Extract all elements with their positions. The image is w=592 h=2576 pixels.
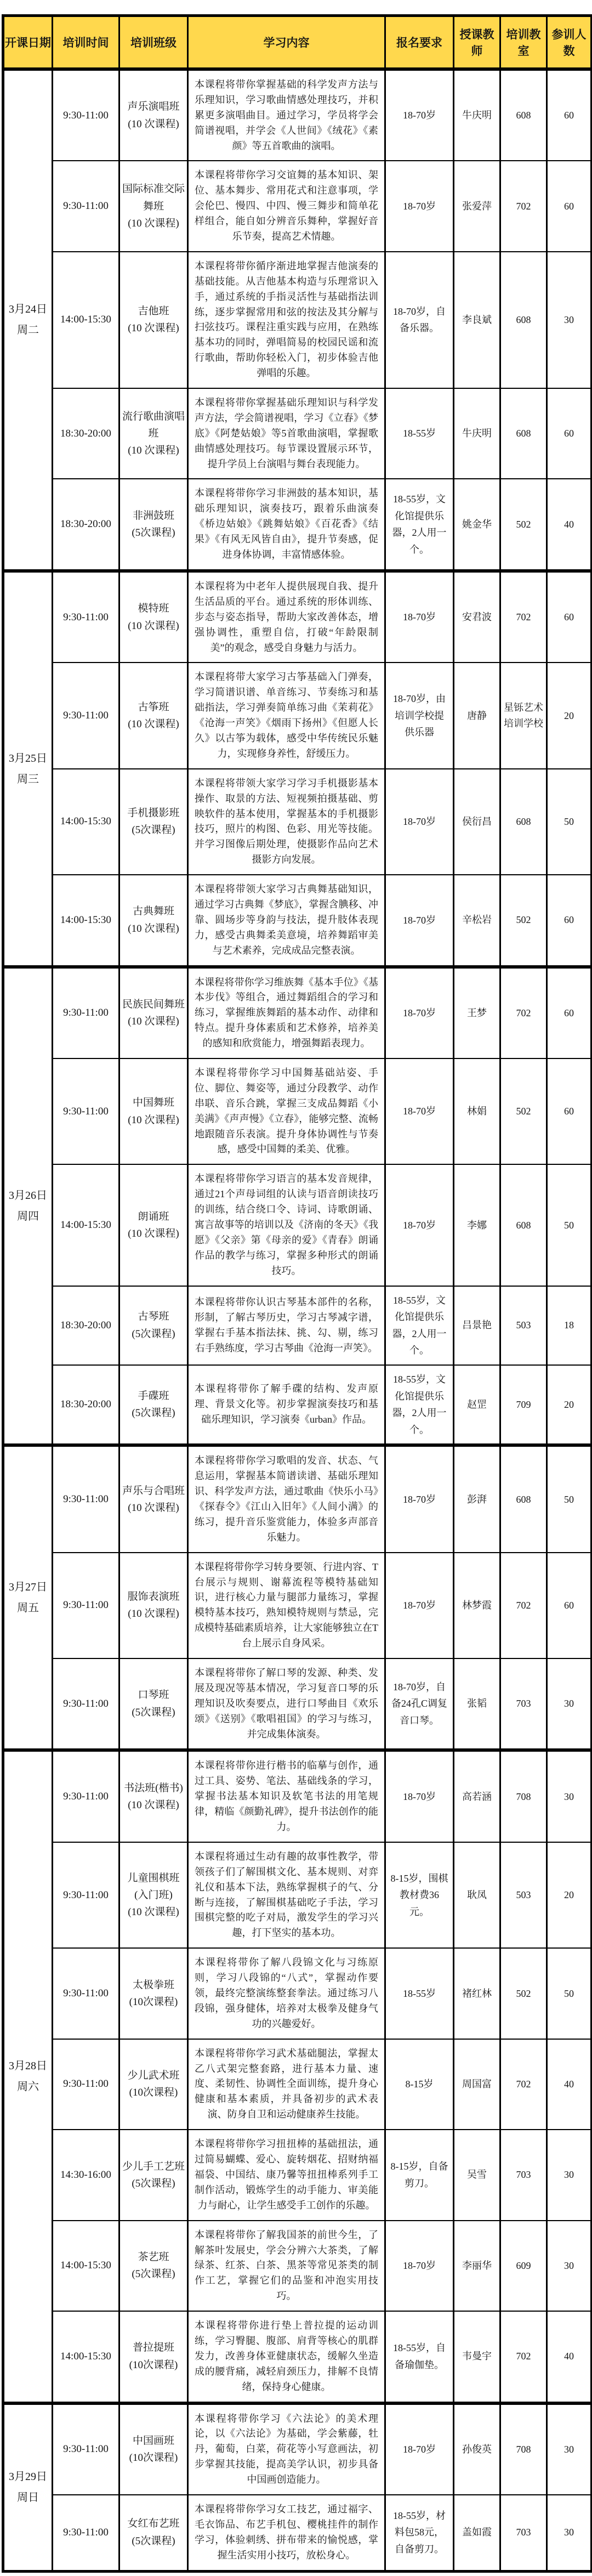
- classroom-cell: 708: [500, 1750, 547, 1842]
- content-cell: 本课程将带你学习语言的基本发音规律，通过21个声母词组的认读与语音朗读技巧的训练，结合绕口令、诗词、诗歌朗诵、寓言故事等的培训以及《济南的冬天》《我愿》《父亲》第《母亲的爱》《青春》朗诵作品的教学与练习，掌握多种形式的朗诵技巧。: [188, 1164, 385, 1286]
- classroom-cell: 609: [500, 2221, 547, 2311]
- requirement-cell: 18-55岁，文化馆提供乐器，2人用一个。: [385, 479, 454, 570]
- table-row: [3, 2403, 592, 2495]
- classroom-cell: 702: [500, 2311, 547, 2403]
- class-name-cell: [119, 875, 188, 966]
- time-cell: 9:30-11:00: [53, 2403, 119, 2495]
- time-cell: 14:00-15:30: [53, 2221, 119, 2311]
- table-row: [3, 1365, 592, 1445]
- date-label: 3月24日: [9, 303, 47, 316]
- class-name-cell: [119, 69, 188, 161]
- table-row: [3, 252, 592, 388]
- table-row: [3, 161, 592, 251]
- table-body: [3, 69, 592, 2571]
- participants-cell: 30: [547, 2495, 592, 2571]
- content-cell: 本课程将带大家学习古筝基础入门弹奏，学习简谱识谱、单音练习、节奏练习和基础指法，学习弹奏简单练习曲《茉莉花》《沧海一声笑》《烟雨下扬州》《但愿人长久》以古筝为载体，感受中华传统民乐魅力，实现修身养性，舒缓压力。: [188, 663, 385, 768]
- class-name: 非洲鼓班: [132, 509, 174, 522]
- teacher-cell: 唐静: [454, 663, 500, 768]
- participants-cell: 50: [547, 1445, 592, 1552]
- class-name: 声乐演唱班: [127, 101, 180, 113]
- requirement-cell: 18-70岁，由培训学校提供乐器: [385, 663, 454, 768]
- time-cell: 9:30-11:00: [53, 1948, 119, 2039]
- class-sessions: (10 次课程): [128, 1608, 179, 1620]
- content-cell: 本课程将带你循序渐进地掌握吉他演奏的基础技能。从吉他基本构造与乐理常识入手，通过系统的手指灵活性与基础指法训练，逐步掌握常用和弦的按法及其分解与扫弦技巧。课程注重实践与应用，在熟练基本功的同时，弹唱简易的校园民谣和流行歌曲，帮助你轻松入门，初步体验吉他弹唱的乐趣。: [188, 252, 385, 388]
- table-row: [3, 2130, 592, 2220]
- class-name-cell: [119, 1658, 188, 1750]
- time-cell: 9:30-11:00: [53, 1553, 119, 1658]
- classroom-cell: 星铄艺术培训学校: [500, 663, 547, 768]
- classroom-cell: 702: [500, 1553, 547, 1658]
- table-row: [3, 2221, 592, 2311]
- classroom-cell: 703: [500, 2130, 547, 2220]
- class-name-cell: [119, 663, 188, 768]
- classroom-cell: 703: [500, 1658, 547, 1750]
- participants-cell: 20: [547, 1365, 592, 1445]
- column-header-room: 培训教室: [500, 16, 547, 70]
- participants-cell: 60: [547, 875, 592, 966]
- teacher-cell: 彭湃: [454, 1445, 500, 1552]
- content-cell: 本课程将带你了解我国茶的前世今生，了解茶叶发展史，学会分辨六大茶类，了解绿茶、红茶、白茶、黑茶等常见茶类的制作工艺，掌握它们的品鉴和冲泡实用技巧。: [188, 2221, 385, 2311]
- time-cell: 14:00-15:30: [53, 2311, 119, 2403]
- table-row: [3, 1164, 592, 1286]
- class-name-cell: [119, 2495, 188, 2571]
- requirement-cell: 18-70岁，自备乐器。: [385, 252, 454, 388]
- time-cell: 9:30-11:00: [53, 1842, 119, 1948]
- participants-cell: 30: [547, 1750, 592, 1842]
- column-header-content: 学习内容: [188, 16, 385, 70]
- classroom-cell: 708: [500, 2403, 547, 2495]
- class-name: 朗诵班: [138, 1210, 169, 1222]
- table-row: [3, 1553, 592, 1658]
- classroom-cell: 608: [500, 252, 547, 388]
- date-cell: [3, 1445, 53, 1750]
- time-cell: 9:30-11:00: [53, 571, 119, 663]
- content-cell: 本课程将带你学习女工技艺，通过福字、毛衣饰品、布艺手机包、樱桃挂件的制作学习，体验刺绣、拼布带来的愉悦感，掌握生活实用小技巧，放松身心。: [188, 2495, 385, 2571]
- teacher-cell: 吕景艳: [454, 1286, 500, 1365]
- table-row: [3, 875, 592, 966]
- time-cell: 9:30-11:00: [53, 161, 119, 251]
- class-name: 太极拳班: [132, 1979, 174, 1991]
- date-cell: [3, 1750, 53, 2403]
- requirement-cell: 18-70岁: [385, 69, 454, 161]
- classroom-cell: 502: [500, 1948, 547, 2039]
- teacher-cell: 吴雪: [454, 2130, 500, 2220]
- class-sessions: (10 次课程): [128, 445, 179, 457]
- time-cell: 9:30-11:00: [53, 663, 119, 768]
- class-name: 古筝班: [138, 701, 169, 713]
- column-header-date: 开课日期: [3, 16, 53, 70]
- class-name-cell: [119, 1286, 188, 1365]
- content-cell: 本课程将带你掌握基础的科学发声方法与乐理知识，学习歌曲情感处理技巧，并积累更多演唱曲目。通过学习，学员将学会简谱视唱，并学会《人世间》《绒花》《素颜》等五首歌曲的演唱。: [188, 69, 385, 161]
- class-name: 古琴班: [138, 1311, 169, 1323]
- weekday-label: 周六: [17, 2081, 39, 2093]
- time-cell: 14:00-15:30: [53, 252, 119, 388]
- class-name-cell: [119, 967, 188, 1058]
- requirement-cell: 18-70岁: [385, 161, 454, 251]
- class-name: 民族民间舞班: [122, 998, 185, 1010]
- class-name-cell: [119, 252, 188, 388]
- teacher-cell: 李良斌: [454, 252, 500, 388]
- time-cell: 18:30-20:00: [53, 479, 119, 570]
- class-sessions: (10次课程): [129, 2087, 178, 2099]
- participants-cell: 30: [547, 1658, 592, 1750]
- content-cell: 本课程将带你认识古琴基本部件的名称，形制，了解古琴历史，学习古琴减字谱，掌握右手基本指法抹、挑、勾、剔，练习右手熟练度，学习古琴曲《沧海一声笑》。: [188, 1286, 385, 1365]
- classroom-cell: 503: [500, 1842, 547, 1948]
- participants-cell: 60: [547, 1553, 592, 1658]
- table-row: [3, 69, 592, 161]
- time-cell: 14:00-15:30: [53, 1164, 119, 1286]
- content-cell: 本课程将带你学习《六法论》的美术理论，以《六法论》为基础，学会紫藤，牡丹，葡萄，白菜，荷花等小写意画法，初步掌握其技能，提高美学认识，初步具备中国画创造能力。: [188, 2403, 385, 2495]
- content-cell: 本课程将带领大家学习古典舞基础知识，通过学习古典舞《梦底》，掌握含腆移、冲靠、圆场步等身韵与技法，提升肢体表现力，感受古典舞柔美意境，培养舞蹈审美与艺术素养，完成成品完整表演。: [188, 875, 385, 966]
- time-cell: 18:30-20:00: [53, 1365, 119, 1445]
- content-cell: 本课程将带你了解手碟的结构、发声原理、背景文化等。初步掌握演奏技巧和基础乐理知识，学习演奏《urban》作品。: [188, 1365, 385, 1445]
- participants-cell: 30: [547, 252, 592, 388]
- class-sessions: (10 次课程): [128, 1799, 179, 1811]
- classroom-cell: 608: [500, 1445, 547, 1552]
- table-row: [3, 967, 592, 1058]
- content-cell: 本课程将通过生动有趣的故事性教学，带领孩子们了解围棋文化、基本规则、对弈礼仪和基本下法，熟练掌握棋子的气、分断与连接，了解围棋基础吃子手法，学习围棋完整的吃子对局，激发学生的学习兴趣，打下坚实的基本功。: [188, 1842, 385, 1948]
- date-cell: [3, 967, 53, 1446]
- teacher-cell: 褚红林: [454, 1948, 500, 2039]
- course-schedule-table: [2, 14, 592, 2573]
- time-cell: 9:30-11:00: [53, 1445, 119, 1552]
- requirement-cell: 18-55岁，文化馆提供乐器，2人用一个。: [385, 1286, 454, 1365]
- class-name: 中国舞班: [132, 1097, 174, 1109]
- class-sessions: (10 次课程): [128, 620, 179, 632]
- classroom-cell: 709: [500, 1365, 547, 1445]
- table-row: [3, 1445, 592, 1552]
- classroom-cell: 702: [500, 967, 547, 1058]
- table-row: [3, 1750, 592, 1842]
- table-row: [3, 2495, 592, 2571]
- class-sessions: (10 次课程): [128, 322, 179, 335]
- class-name: 少儿手工艺班: [122, 2160, 185, 2172]
- class-name: 手碟班: [138, 1390, 169, 1402]
- table-row: [3, 1948, 592, 2039]
- class-name: 手机摄影班: [127, 807, 180, 819]
- class-name: 茶艺班: [138, 2251, 169, 2263]
- class-sessions: (10 次课程): [128, 1114, 179, 1126]
- date-label: 3月27日: [9, 1581, 47, 1594]
- requirement-cell: 18-70岁: [385, 1058, 454, 1164]
- date-cell: [3, 571, 53, 967]
- class-name: 模特班: [138, 603, 169, 615]
- class-name-cell: [119, 1553, 188, 1658]
- requirement-cell: 18-55岁: [385, 1948, 454, 2039]
- teacher-cell: 周国富: [454, 2039, 500, 2130]
- time-cell: 18:30-20:00: [53, 1286, 119, 1365]
- requirement-cell: 18-70岁: [385, 1445, 454, 1552]
- class-name: 女红布艺班: [127, 2518, 180, 2530]
- weekday-label: 周五: [17, 1602, 39, 1615]
- content-cell: 本课程将带你了解口琴的发源、种类、发展及现况等基本情况，学习复音口琴的乐理知识及吹奏要点，进行口琴曲目《欢乐颂》《送别》《歌唱祖国》的学习与练习，并完成集体演奏。: [188, 1658, 385, 1750]
- class-sessions: (5次课程): [132, 2268, 175, 2280]
- participants-cell: 30: [547, 2130, 592, 2220]
- requirement-cell: 18-70岁: [385, 875, 454, 966]
- table-row: [3, 2311, 592, 2403]
- requirement-cell: 8-15岁: [385, 2039, 454, 2130]
- class-name: 吉他班: [138, 305, 169, 318]
- requirement-cell: 18-70岁: [385, 967, 454, 1058]
- participants-cell: 50: [547, 1164, 592, 1286]
- participants-cell: 30: [547, 2403, 592, 2495]
- content-cell: 本课程将带你掌握基础乐理知识与科学发声方法，学会简谱视唱，学习《立春》《梦底》《阿楚姑娘》等5首歌曲演唱，掌握歌曲情感处理技巧。每节课设置展示环节，提升学员上台演唱与舞台表现能力。: [188, 388, 385, 479]
- classroom-cell: 502: [500, 875, 547, 966]
- class-name-cell: [119, 1058, 188, 1164]
- date-label: 3月28日: [9, 2060, 47, 2073]
- table-row: [3, 1286, 592, 1365]
- teacher-cell: 孙俊英: [454, 2403, 500, 2495]
- requirement-cell: 8-15岁，围棋教材费36元。: [385, 1842, 454, 1948]
- teacher-cell: 高若涵: [454, 1750, 500, 1842]
- table-row: [3, 2039, 592, 2130]
- teacher-cell: 牛庆明: [454, 388, 500, 479]
- participants-cell: 20: [547, 663, 592, 768]
- class-name-cell: [119, 2403, 188, 2495]
- content-cell: 本课程将带你进行楷书的临摹与创作，通过工具、姿势、笔法、基础线条的学习，掌握书法基本知识及软笔书法的用笔规律，精临《颜勤礼碑》，提升书法创作的能力。: [188, 1750, 385, 1842]
- date-cell: [3, 2403, 53, 2572]
- classroom-cell: 608: [500, 69, 547, 161]
- table-row: [3, 571, 592, 663]
- requirement-cell: 18-55岁，自备瑜伽垫。: [385, 2311, 454, 2403]
- content-cell: 本课程将带你学习转身要领、行进内容、T台展示与规则、谢幕流程等模特基础知识，进行核心力量与腿部力量练习，掌握模特基本技巧，熟知模特规则与禁忌，完成模特基础素质培养，让大家能够独立在T台上展示自身风采。: [188, 1553, 385, 1658]
- class-subname: (入门班): [134, 1889, 173, 1901]
- class-sessions: (10 次课程): [128, 718, 179, 731]
- class-name-cell: [119, 2221, 188, 2311]
- class-name-cell: [119, 479, 188, 570]
- class-name-cell: [119, 571, 188, 663]
- time-cell: 14:00-15:30: [53, 875, 119, 966]
- class-sessions: (10次课程): [129, 2359, 178, 2371]
- class-sessions: (10次课程): [129, 2452, 178, 2464]
- content-cell: 本课程将带你学习扭扭棒的基础扭法，通过简易蝴蝶、爱心、旋转烟花、招财纳福福袋、中国结、康乃馨等扭扭棒系列手工制作活动，锻炼学生的动手能力、审美能力与耐心，让学生感受手工创作的乐趣。: [188, 2130, 385, 2220]
- content-cell: 本课程将带你进行垫上普拉提的运动训练，学习臀腿、腹部、肩背等核心的肌群发力，改善身体亚健康状态，缓解久坐造成的腰背痛，减轻肩颈压力，排解不良情绪，保持身心健康。: [188, 2311, 385, 2403]
- requirement-cell: 18-70岁: [385, 1750, 454, 1842]
- requirement-cell: 18-70岁: [385, 769, 454, 875]
- class-name: 儿童围棋班: [127, 1872, 180, 1884]
- class-name-cell: [119, 1948, 188, 2039]
- teacher-cell: 姚金华: [454, 479, 500, 570]
- teacher-cell: 耿凤: [454, 1842, 500, 1948]
- requirement-cell: 18-70岁: [385, 1553, 454, 1658]
- classroom-cell: 702: [500, 2039, 547, 2130]
- column-header-time: 培训时间: [53, 16, 119, 70]
- participants-cell: 60: [547, 161, 592, 251]
- class-sessions: (5次课程): [132, 824, 175, 836]
- teacher-cell: 侯衍昌: [454, 769, 500, 875]
- weekday-label: 周二: [17, 324, 39, 337]
- class-name-cell: [119, 1842, 188, 1948]
- time-cell: 9:30-11:00: [53, 2495, 119, 2571]
- class-sessions: (10 次课程): [128, 1502, 179, 1514]
- requirement-cell: 18-70岁，自备24孔C调复音口琴。: [385, 1658, 454, 1750]
- teacher-cell: 林梦霞: [454, 1553, 500, 1658]
- class-name-cell: [119, 1445, 188, 1552]
- table-row: [3, 663, 592, 768]
- column-header-class: 培训班级: [119, 16, 188, 70]
- participants-cell: 50: [547, 769, 592, 875]
- teacher-cell: 李丽华: [454, 2221, 500, 2311]
- class-sessions: (5次课程): [132, 1407, 175, 1419]
- class-sessions: (10 次课程): [128, 1906, 179, 1918]
- participants-cell: 60: [547, 69, 592, 161]
- participants-cell: 60: [547, 1058, 592, 1164]
- content-cell: 本课程将带你学习维族舞《基本手位》《基本步伐》等组合，通过舞蹈组合的学习和练习，掌握维族舞蹈的基本动作、动律和特点。提升身体素质和艺术修养，培养美的感知和欣赏能力，增强舞蹈表现力。: [188, 967, 385, 1058]
- class-name: 书法班(楷书): [124, 1782, 183, 1794]
- participants-cell: 18: [547, 1286, 592, 1365]
- date-cell: [3, 69, 53, 571]
- class-name: 服饰表演班: [127, 1590, 180, 1603]
- time-cell: 9:30-11:00: [53, 967, 119, 1058]
- table-row: [3, 769, 592, 875]
- table-row: [3, 1658, 592, 1750]
- teacher-cell: 牛庆明: [454, 69, 500, 161]
- requirement-cell: 18-70岁: [385, 2403, 454, 2495]
- column-header-participants: 参训人数: [547, 16, 592, 70]
- header-row: [3, 16, 592, 70]
- class-sessions: (10 次课程): [128, 1227, 179, 1239]
- teacher-cell: 李娜: [454, 1164, 500, 1286]
- class-sessions: (10 次课程): [128, 118, 179, 130]
- table-row: [3, 1842, 592, 1948]
- class-name: 普拉提班: [132, 2342, 174, 2354]
- date-label: 3月29日: [9, 2471, 47, 2483]
- classroom-cell: 608: [500, 388, 547, 479]
- participants-cell: 40: [547, 479, 592, 570]
- classroom-cell: 608: [500, 769, 547, 875]
- requirement-cell: 18-70岁: [385, 1164, 454, 1286]
- classroom-cell: 503: [500, 1286, 547, 1365]
- class-name-cell: [119, 161, 188, 251]
- class-sessions: (5次课程): [132, 2535, 175, 2547]
- participants-cell: 50: [547, 1948, 592, 2039]
- content-cell: 本课程将为中老年人提供展现自我、提升生活品质的平台。通过系统的形体训练、步态与姿态指导，帮助大家改善体态，增强协调性，重塑自信，打破“年龄限制美”的观念，感受自身魅力与活力。: [188, 571, 385, 663]
- requirement-cell: 18-70岁: [385, 2221, 454, 2311]
- classroom-cell: 502: [500, 1058, 547, 1164]
- class-sessions: (10 次课程): [128, 922, 179, 935]
- date-label: 3月25日: [9, 752, 47, 765]
- date-label: 3月26日: [9, 1189, 47, 1202]
- class-name-cell: [119, 2130, 188, 2220]
- classroom-cell: 702: [500, 161, 547, 251]
- time-cell: 9:30-11:00: [53, 1750, 119, 1842]
- content-cell: 本课程将带你学习非洲鼓的基本知识，基础乐理知识，演奏技巧，跟着乐曲演奏《桥边姑娘》《跳舞姑娘》《百花香》《结果》《有风无风皆自由》，提升节奏感，促进身体协调，丰富情感体验。: [188, 479, 385, 570]
- classroom-cell: 703: [500, 2495, 547, 2571]
- content-cell: 本课程将带领大家学习学习手机摄影基本操作、取景的方法、短视频拍摄基础、剪映软件的基本使用，掌握基本的手机摄影技巧，照片的构图、色彩、用光等技能。并学习图像后期处理，使摄影作品向艺术摄影方向发展。: [188, 769, 385, 875]
- class-name: 声乐与合唱班: [122, 1485, 185, 1497]
- class-sessions: (10次课程): [129, 1996, 178, 2008]
- classroom-cell: 608: [500, 1164, 547, 1286]
- participants-cell: 40: [547, 2039, 592, 2130]
- classroom-cell: 702: [500, 571, 547, 663]
- class-sessions: (5次课程): [132, 2177, 175, 2189]
- class-name: 国际标准交际舞班: [122, 183, 185, 212]
- participants-cell: 40: [547, 2311, 592, 2403]
- content-cell: 本课程将带你学习交谊舞的基本知识、架位、基本舞步、常用花式和注意事项，学会伦巴、慢四、中四、慢三舞步和简单花样组合，能自如分辨音乐舞种，掌握好音乐节奏，提高艺术情趣。: [188, 161, 385, 251]
- class-sessions: (5次课程): [132, 1328, 175, 1340]
- teacher-cell: 盖如霞: [454, 2495, 500, 2571]
- class-name-cell: [119, 388, 188, 479]
- class-sessions: (5次课程): [132, 527, 175, 539]
- time-cell: 9:30-11:00: [53, 2039, 119, 2130]
- time-cell: 9:30-11:00: [53, 1658, 119, 1750]
- weekday-label: 周日: [17, 2492, 39, 2504]
- requirement-cell: 18-55岁: [385, 388, 454, 479]
- content-cell: 本课程将带你学习歌唱的发音、状态、气息运用，掌握基本简谱读谱、基础乐理知识、科学发声方法，通过歌曲《快乐小马》《探春令》《江山入旧年》《人间小满》的练习，提升音乐鉴赏能力，体验多声部音乐魅力。: [188, 1445, 385, 1552]
- table-row: [3, 479, 592, 570]
- teacher-cell: 赵罡: [454, 1365, 500, 1445]
- class-name: 古典舞班: [132, 905, 174, 918]
- time-cell: 14:00-15:30: [53, 769, 119, 875]
- class-name: 少儿武术班: [127, 2070, 180, 2082]
- time-cell: 9:30-11:00: [53, 1058, 119, 1164]
- weekday-label: 周四: [17, 1210, 39, 1222]
- participants-cell: 60: [547, 571, 592, 663]
- classroom-cell: 502: [500, 479, 547, 570]
- teacher-cell: 张韬: [454, 1658, 500, 1750]
- teacher-cell: 王梦: [454, 967, 500, 1058]
- class-sessions: (10 次课程): [128, 1016, 179, 1028]
- class-sessions: (10 次课程): [128, 217, 179, 229]
- column-header-requirement: 报名要求: [385, 16, 454, 70]
- class-sessions: (5次课程): [132, 1706, 175, 1718]
- column-header-teacher: 授课教师: [454, 16, 500, 70]
- content-cell: 本课程将带你了解八段锦文化与习练原则，学习八段锦的“八式”，掌握动作要领，最终完整演练整套拳法。通过练习八段锦，强身健体，培养对太极拳及健身气功的兴趣爱好。: [188, 1948, 385, 2039]
- class-name: 中国画班: [132, 2435, 174, 2447]
- class-name: 口琴班: [138, 1689, 169, 1701]
- class-name-cell: [119, 2311, 188, 2403]
- teacher-cell: 安君波: [454, 571, 500, 663]
- class-name-cell: [119, 1365, 188, 1445]
- content-cell: 本课程将带你学习武术基础腿法，掌握太乙八式架完整套路，进行基本力量、速度、柔韧性、协调性全面训练，提升身心健康和基本素质，并具备初步的武术表演、防身自卫和运动健康养生技能。: [188, 2039, 385, 2130]
- participants-cell: 20: [547, 1842, 592, 1948]
- content-cell: 本课程将带你学习中国舞基础站姿、手位、脚位、舞姿等，通过分段教学、动作串联、音乐合跳，掌握三支成品舞蹈《小美满》《声声慢》《立春》，能够完整、流畅地跟随音乐表演。提升身体协调性与节奏感，感受中国舞的柔美、优雅。: [188, 1058, 385, 1164]
- time-cell: 9:30-11:00: [53, 69, 119, 161]
- class-name-cell: [119, 1164, 188, 1286]
- class-name-cell: [119, 1750, 188, 1842]
- participants-cell: 60: [547, 967, 592, 1058]
- table-row: [3, 1058, 592, 1164]
- weekday-label: 周三: [17, 773, 39, 785]
- time-cell: 14:30-16:00: [53, 2130, 119, 2220]
- requirement-cell: 18-55岁，材料包58元，自备剪刀。: [385, 2495, 454, 2571]
- requirement-cell: 18-70岁: [385, 571, 454, 663]
- requirement-cell: 8-15岁，自备剪刀。: [385, 2130, 454, 2220]
- table-row: [3, 388, 592, 479]
- participants-cell: 60: [547, 388, 592, 479]
- requirement-cell: 18-55岁，文化馆提供乐器，2人用一个。: [385, 1365, 454, 1445]
- class-name-cell: [119, 769, 188, 875]
- teacher-cell: 韦曼宇: [454, 2311, 500, 2403]
- class-name: 流行歌曲演唱班: [122, 410, 185, 440]
- class-name-cell: [119, 2039, 188, 2130]
- time-cell: 18:30-20:00: [53, 388, 119, 479]
- teacher-cell: 辛松岩: [454, 875, 500, 966]
- teacher-cell: 林娟: [454, 1058, 500, 1164]
- participants-cell: 30: [547, 2221, 592, 2311]
- teacher-cell: 张爱萍: [454, 161, 500, 251]
